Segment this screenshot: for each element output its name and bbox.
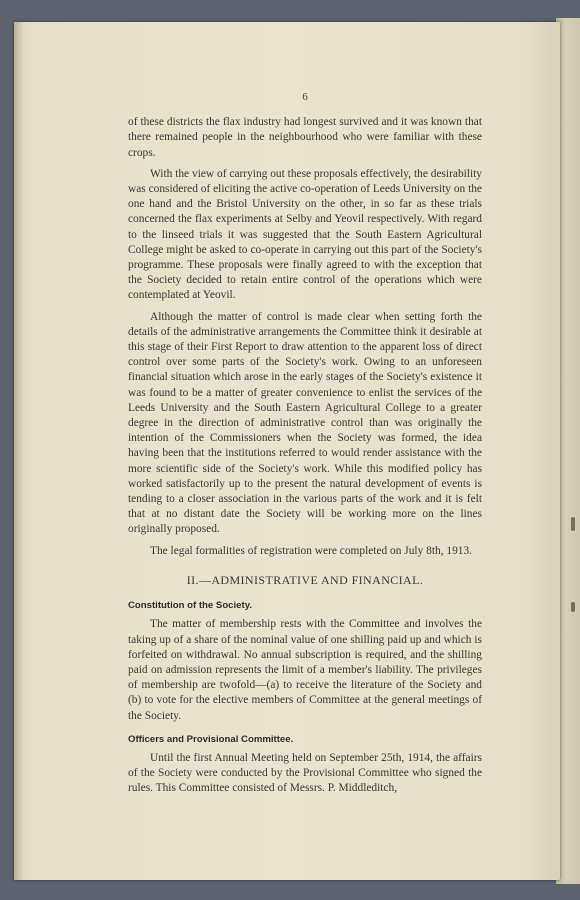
page-content: [128, 90, 482, 797]
subheading-constitution: Constitution of the Society.: [128, 600, 253, 612]
paragraph-officers: Until the first Annual Meeting held on September 25th, 1914, the affairs of the Society were conducted by the Provisional Committee who signed the rules. This Committee consisted of Messrs. P. Middleditch,: [128, 751, 482, 795]
page-gutter-shadow: [14, 22, 24, 880]
paragraph-constitution: The matter of membership rests with the Committee and involves the taking up of a share of the nominal value of one shilling paid up and which is forfeited on withdrawal. No annual subscription is required, and the shilling paid on admission represents the limit of a member's liability. The privileges of membership are twofold—(a) to receive the literature of the Society and (b) to vote for the elective members of Committee at the general meetings of the Society.: [128, 618, 482, 722]
page-number: 6: [302, 91, 308, 103]
paragraph: of these districts the flax industry had longest survived and it was known that there remained people in the neighbourhood who were familiar with these crops.: [128, 116, 482, 159]
paragraph: With the view of carrying out these proposals effectively, the desirability was considered of eliciting the active co-operation of Leeds University on the one hand and the Bristol University on the other, in so far as these trials concerned the flax experiments at Selby and Yeovil respectively. With regard to the linseed trials it was suggested that the South Eastern Agricultural College might be asked to co-operate in carrying out this part of the Society's programme. These proposals were finally agreed to with the exception that the Society decided to retain entire control of the operations which were contemplated at Yeovil.: [128, 167, 482, 302]
paragraph: The legal formalities of registration were completed on July 8th, 1913.: [150, 544, 473, 557]
paragraph: Although the matter of control is made clear when setting forth the details of the administrative arrangements the Committee think it desirable at this stage of their First Report to draw attention to the apparent loss of direct control over some parts of the Society's work. Owing to an unforeseen financial situation which arose in the early stages of the Society's existence it was found to be a matter of greater convenience to enlist the services of the Leeds University and the South Eastern Agricultural College to a greater degree in the direction of administrative control than was originally the intention of the Commissioners when the Society was formed, the idea having been that the institutions referred to would render assistance with the more scientific side of the Society's work. While this modified policy has worked satisfactorily up to the present the natural development of events is tending to a closer association in the various parts of the work and it is felt that at no distant date the Society will be working more on the lines originally proposed.: [128, 310, 482, 536]
margin-mark: [571, 517, 575, 531]
section-title: II.—ADMINISTRATIVE AND FINANCIAL.: [186, 572, 424, 587]
margin-mark: [571, 602, 575, 612]
subheading-officers: Officers and Provisional Committee.: [128, 733, 294, 745]
